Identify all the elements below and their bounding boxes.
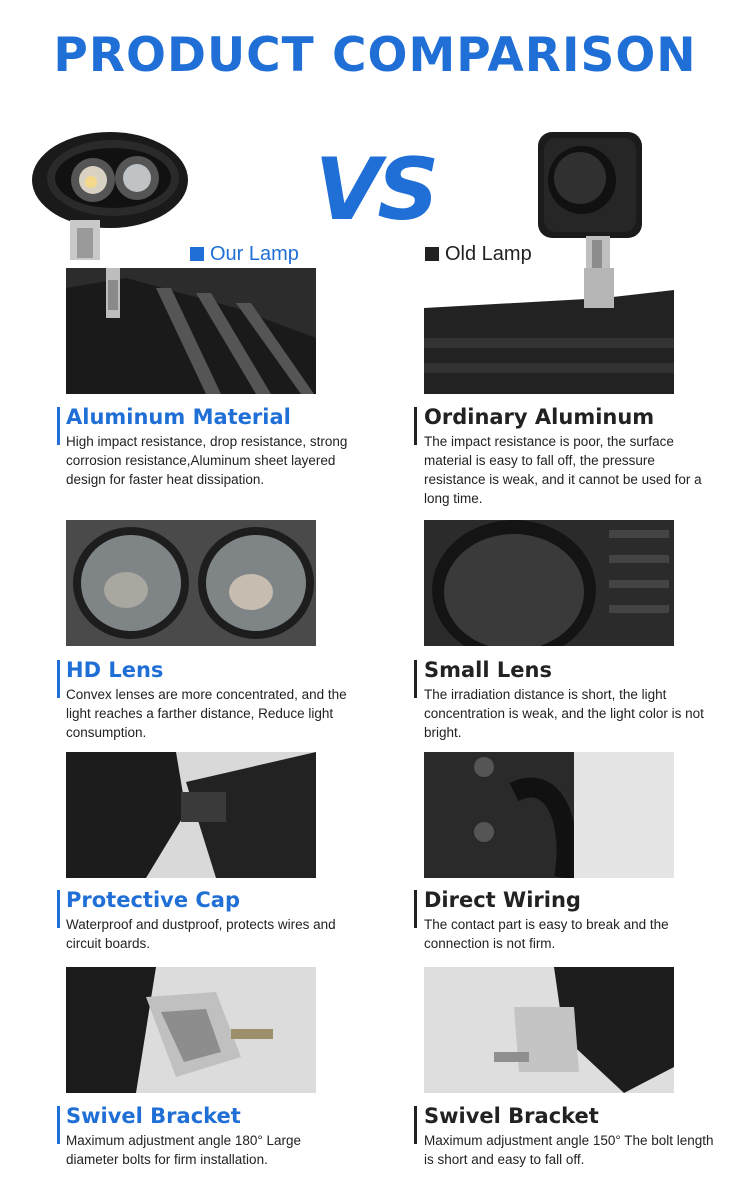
feature-title: Small Lens [424,658,552,682]
page-title: PRODUCT COMPARISON [53,28,697,83]
feature-description: Convex lenses are more concentrated, and the light reaches a farther distance, Reduce light consumption. [66,687,347,740]
feature-title: HD Lens [66,658,164,682]
accent-bar [414,660,417,698]
feature-title: Aluminum Material [66,405,291,429]
old-lamp-legend: Old Lamp [425,243,532,266]
old-wiring-photo [424,752,674,878]
accent-bar [414,407,417,445]
old-lens-photo [424,520,674,646]
our-bracket-photo [66,967,316,1093]
feature-title: Direct Wiring [424,888,581,912]
feature-description: The impact resistance is poor, the surface material is easy to fall off, the pressure resistance is weak, and it cannot be used for a long time. [424,434,702,506]
feature-title: Ordinary Aluminum [424,405,655,429]
accent-bar [414,890,417,928]
feature-description: Maximum adjustment angle 180° Large diameter bolts for firm installation. [66,1133,302,1167]
feature-description: Waterproof and dustproof, protects wires and circuit boards. [66,917,336,951]
feature-description: Maximum adjustment angle 150° The bolt length is short and easy to fall off. [424,1133,714,1167]
feature-title: Swivel Bracket [66,1104,241,1128]
accent-bar [57,660,60,698]
black-square-icon [425,247,439,261]
old-lamp-image [530,128,650,288]
feature-description: High impact resistance, drop resistance, strong corrosion resistance,Aluminum sheet layered design for faster heat dissipation. [66,434,348,487]
accent-bar [57,890,60,928]
old-bracket-photo [424,967,674,1093]
feature-title: Swivel Bracket [424,1104,599,1128]
accent-bar [414,1106,417,1144]
our-lamp-legend: Our Lamp [190,243,299,266]
our-lens-photo [66,520,316,646]
accent-bar [57,1106,60,1144]
our-cap-photo [66,752,316,878]
feature-title: Protective Cap [66,888,240,912]
feature-description: The irradiation distance is short, the light concentration is weak, and the light color is not bright. [424,687,704,740]
vs-label: VS [314,140,436,240]
our-aluminum-photo [66,268,316,394]
blue-square-icon [190,247,204,261]
feature-description: The contact part is easy to break and the connection is not firm. [424,917,669,951]
our-lamp-image [25,120,195,270]
accent-bar [57,407,60,445]
old-aluminum-photo [424,268,674,394]
